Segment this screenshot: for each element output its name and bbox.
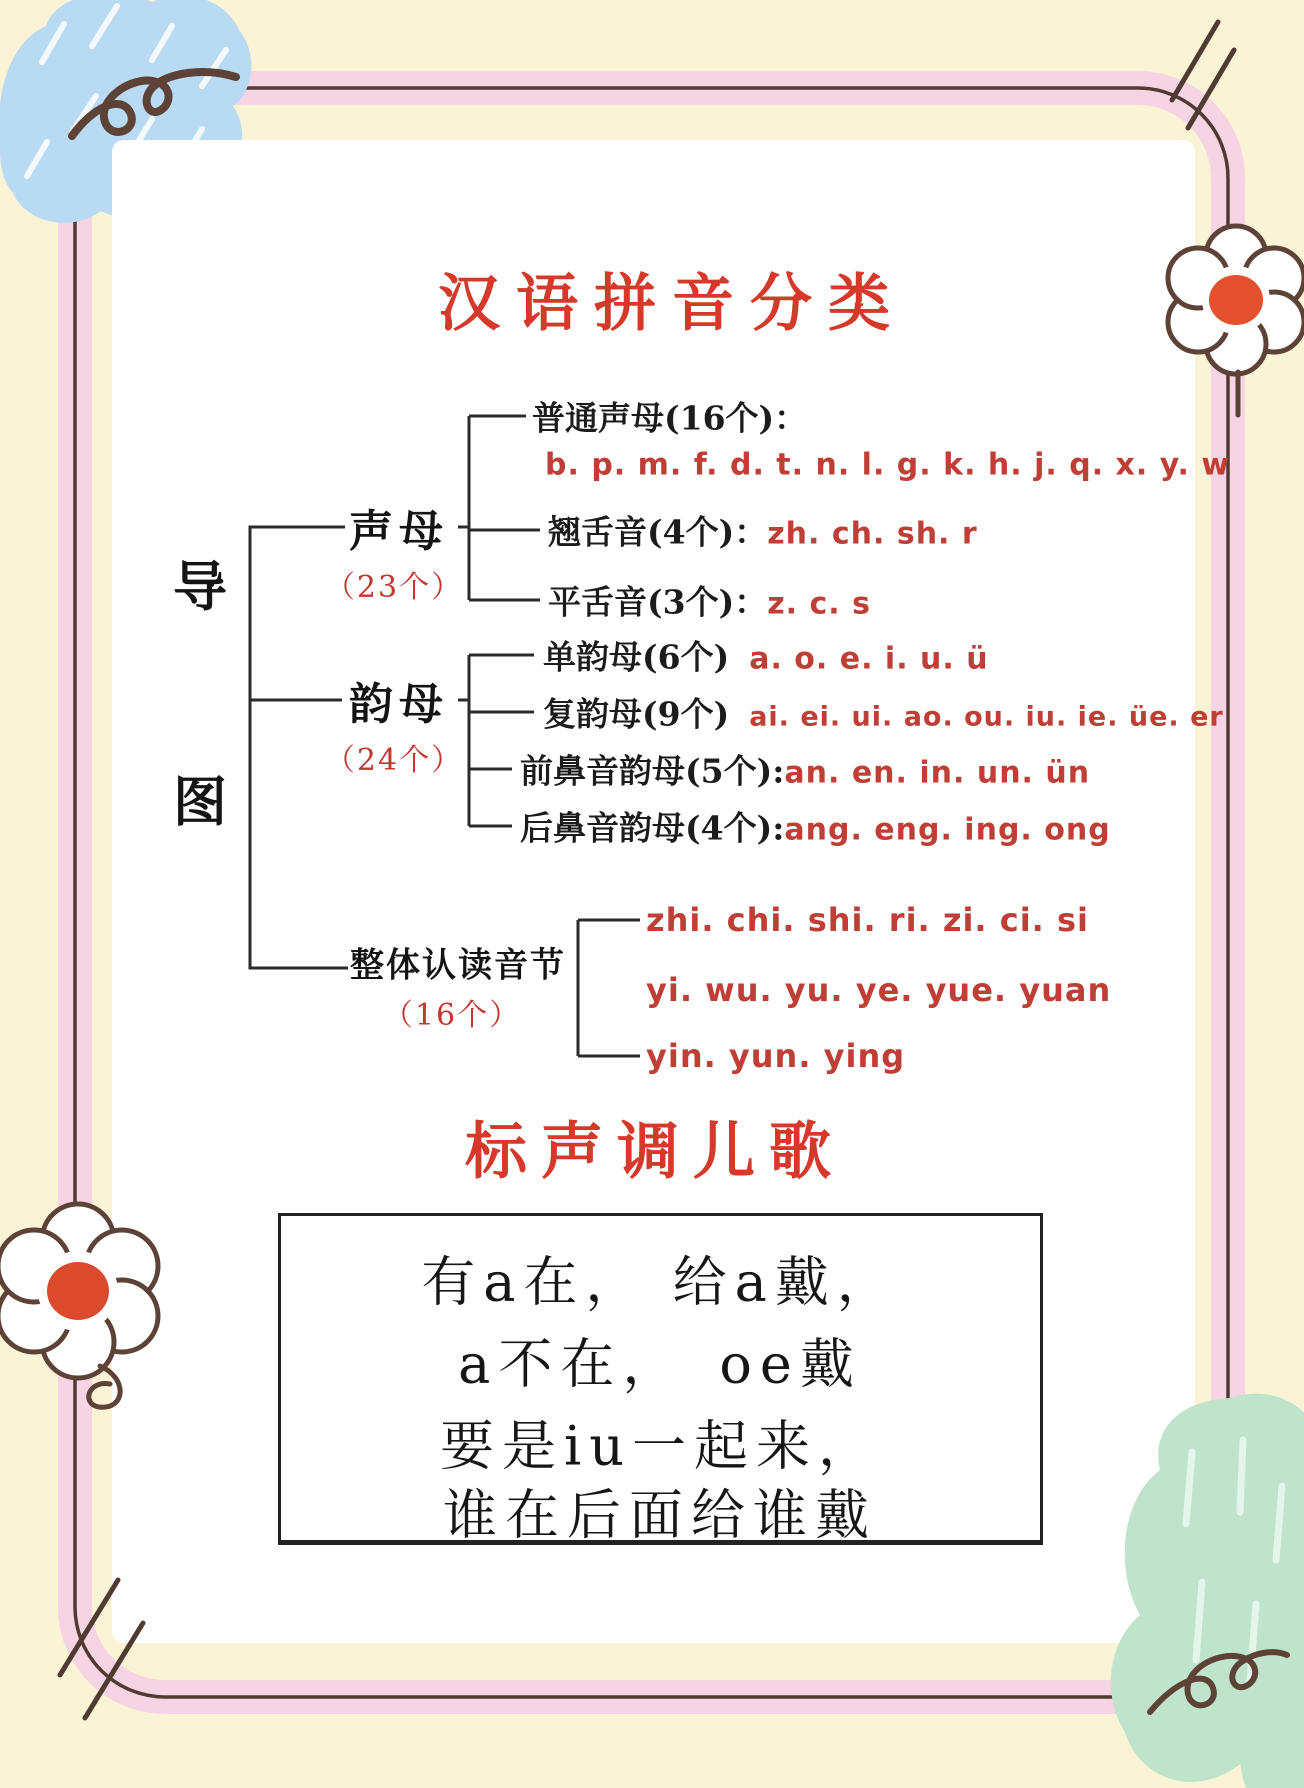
branch-shengmu-count: （23个） [324, 570, 464, 605]
rhyme-title: 标声调儿歌 [464, 1114, 846, 1188]
branch-yunmu-count: （24个） [324, 743, 464, 778]
row-value: yin. yun. ying [646, 1037, 906, 1075]
row-value: ang. eng. ing. ong [784, 812, 1111, 848]
tree-row [646, 1037, 905, 1075]
branch-shengmu-label: 声母 [349, 506, 449, 557]
row-value: a. o. e. i. u. ü [749, 641, 989, 677]
row-value: z. c. s [767, 586, 871, 622]
row-label: 翘舌音(4个)： [548, 512, 768, 552]
tree-row [520, 803, 1111, 850]
row-label: 平舌音(3个)： [548, 582, 768, 622]
row-value: an. en. in. un. ün [784, 755, 1091, 791]
row-value: yi. wu. yu. ye. yue. yuan [646, 971, 1112, 1009]
page-title: 汉语拼音分类 [437, 266, 907, 340]
tree-row [543, 632, 989, 679]
rhyme-line: 有a在， 给a戴， [421, 1250, 899, 1314]
tree-row [545, 448, 1230, 483]
root-label-top: 导 [173, 554, 227, 619]
tree-row [646, 901, 1089, 939]
row-label: 普通声母(16个)： [532, 398, 808, 438]
row-value: zhi. chi. shi. ri. zi. ci. si [646, 901, 1089, 939]
rhyme-line: 谁在后面给谁戴 [443, 1483, 877, 1547]
row-value: b. p. m. f. d. t. n. l. g. k. h. j. q. x. y. w [545, 447, 1231, 483]
rhyme-line: 要是iu一起来， [439, 1414, 881, 1478]
rhyme-line: a不在， oe戴 [458, 1332, 862, 1396]
tree-row [548, 577, 871, 624]
row-value: zh. ch. sh. r [767, 516, 978, 552]
squiggle-icon [72, 72, 236, 136]
tree-row [520, 746, 1090, 793]
row-value: ai. ei. ui. ao. ou. iu. ie. üe. er [749, 701, 1224, 733]
tree-row [543, 689, 1224, 736]
squiggle-icon [1150, 1652, 1287, 1712]
row-label: 前鼻音韵母(5个): [520, 751, 785, 791]
root-label-bottom: 图 [173, 769, 227, 834]
tree-row [646, 971, 1111, 1009]
branch-yunmu-label: 韵母 [349, 679, 449, 730]
row-label: 单韵母(6个) [543, 637, 730, 677]
branch-zhengti-label: 整体认读音节 [350, 945, 566, 986]
tree-row [532, 393, 807, 440]
tree-row [548, 507, 978, 554]
row-label: 后鼻音韵母(4个): [520, 808, 785, 848]
row-label: 复韵母(9个) [543, 694, 730, 734]
branch-zhengti-count: （16个） [382, 998, 522, 1033]
